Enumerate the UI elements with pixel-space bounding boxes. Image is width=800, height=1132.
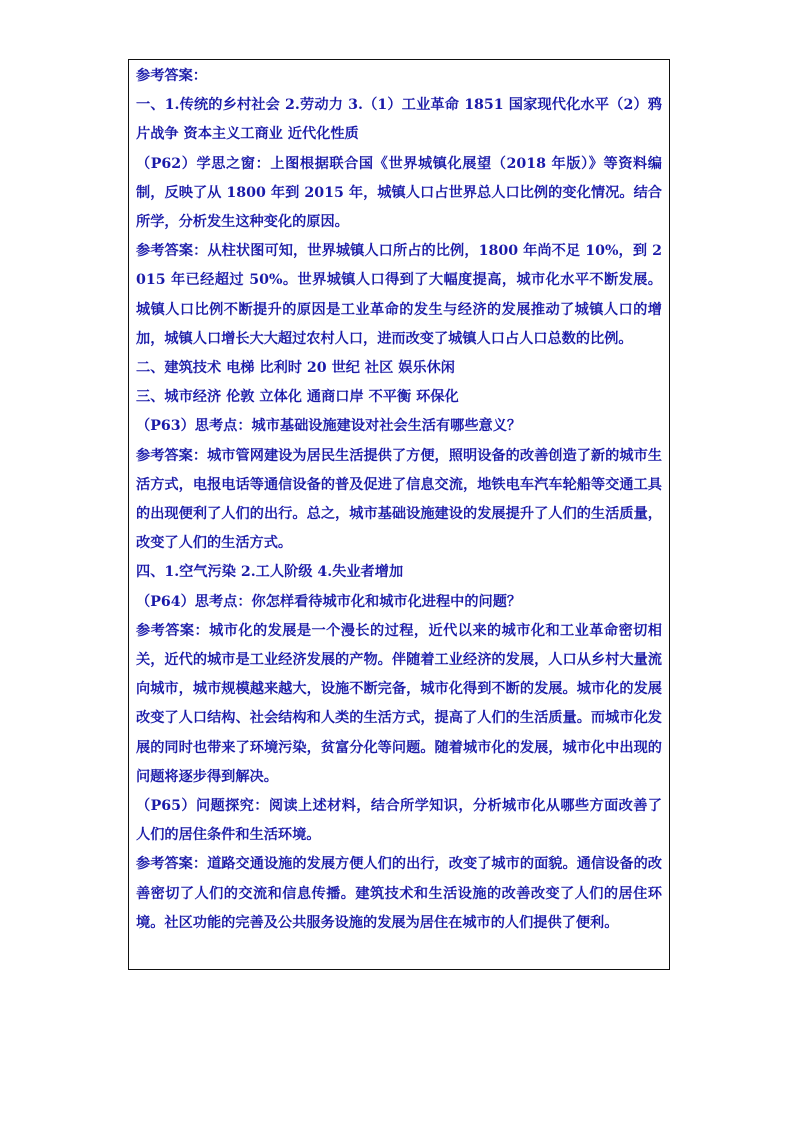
section-one-answers: 一、1.传统的乡村社会 2.劳动力 3.（1）工业革命 1851 国家现代化水平（2）鸦片战争 资本主义工商业 近代化性质 (136, 97, 662, 143)
p64-question: （P64）思考点：你怎样看待城市化和城市化进程中的问题？ (136, 593, 522, 610)
p62-answer: 参考答案：从柱状图可知，世界城镇人口所占的比例，1800 年尚不足 10%，到 2015 年已经超过 50%。世界城镇人口得到了大幅度提高，城市化水平不断发展。城镇人口比例不断提升的原因是工业革命的发生与经济的发展推动了城镇人口的增加，城镇人口增长大大超过农村人口，进而改变了城镇人口占人口总数的比例。 (136, 243, 662, 347)
p62-question: （P62）学思之窗：上图根据联合国《世界城镇化展望（2018 年版）》等资料编制，反映了从 1800 年到 2015 年，城镇人口占世界总人口比例的变化情况。结合所学，分析发生这种变化的原因。 (136, 155, 662, 231)
p63-question: （P63）思考点：城市基础设施建设对社会生活有哪些意义？ (136, 418, 522, 435)
answer-heading: 参考答案： (136, 68, 207, 84)
p63-answer: 参考答案：城市管网建设为居民生活提供了方便，照明设备的改善创造了新的城市生活方式，电报电话等通信设备的普及促进了信息交流，地铁电车汽车轮船等交通工具的出现便利了人们的出行。总之，城市基础设施建设的发展提升了人们的生活质量，改变了人们的生活方式。 (136, 447, 662, 552)
section-three-answers: 三、城市经济 伦敦 立体化 通商口岸 不平衡 环保化 (136, 389, 459, 406)
section-four-answers: 四、1.空气污染 2.工人阶级 4.失业者增加 (136, 564, 404, 581)
answer-box (128, 59, 670, 970)
p65-question: （P65）问题探究：阅读上述材料，结合所学知识，分析城市化从哪些方面改善了人们的居住条件和生活环境。 (136, 798, 662, 844)
p65-answer: 参考答案：道路交通设施的发展方便人们的出行，改变了城市的面貌。通信设备的改善密切了人们的交流和信息传播。建筑技术和生活设施的改善改变了人们的居住环境。社区功能的完善及公共服务设施的发展为居住在城市的人们提供了便利。 (136, 856, 662, 931)
p64-answer: 参考答案：城市化的发展是一个漫长的过程，近代以来的城市化和工业革命密切相关，近代的城市是工业经济发展的产物。伴随着工业经济的发展，人口从乡村大量流向城市，城市规模越来越大，设施不断完备，城市化得到不断的发展。城市化的发展改变了人口结构、社会结构和人类的生活方式，提高了人们的生活质量。而城市化发展的同时也带来了环境污染，贫富分化等问题。随着城市化的发展，城市化中出现的问题将逐步得到解决。 (136, 622, 662, 785)
section-two-answers: 二、建筑技术 电梯 比利时 20 世纪 社区 娱乐休闲 (136, 360, 455, 377)
